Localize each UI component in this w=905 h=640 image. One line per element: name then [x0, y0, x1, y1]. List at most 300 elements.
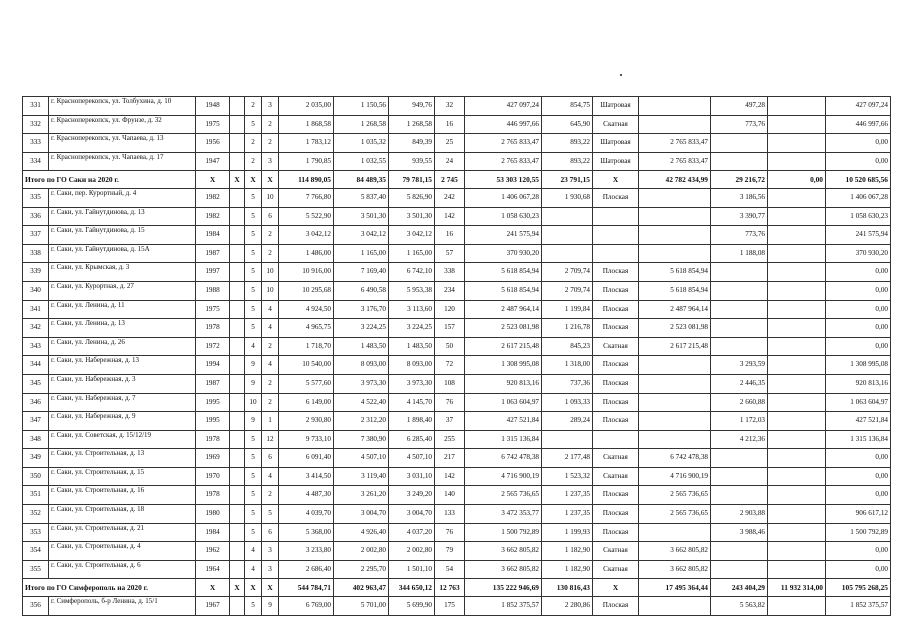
- roof-type-cell: Плоская: [593, 412, 639, 431]
- table-cell: 1 483,50: [389, 337, 435, 356]
- table-cell: 1 063 604,97: [465, 393, 542, 412]
- table-row: [23, 337, 891, 356]
- table-cell: 3 662 805,82: [639, 542, 711, 561]
- total-cell: 114 890,05: [279, 171, 334, 189]
- table-cell: 5: [245, 505, 262, 524]
- table-cell: 2 930,80: [279, 412, 334, 431]
- address-cell: г. Саки, ул. Строительная, д. 16: [49, 486, 196, 505]
- row-number: 332: [23, 115, 49, 134]
- table-cell: [230, 523, 245, 542]
- table-row: [23, 226, 891, 245]
- table-cell: [639, 97, 711, 116]
- table-cell: 1975: [196, 300, 230, 319]
- table-row: [23, 319, 891, 338]
- table-cell: 57: [435, 244, 465, 263]
- table-cell: [230, 207, 245, 226]
- table-cell: 1 237,35: [542, 486, 593, 505]
- table-cell: 1967: [196, 597, 230, 616]
- table-cell: [768, 134, 826, 153]
- table-cell: 4: [262, 467, 279, 486]
- table-cell: [711, 134, 768, 153]
- table-cell: 1984: [196, 523, 230, 542]
- table-cell: 157: [435, 319, 465, 338]
- table-cell: 1 150,56: [334, 97, 389, 116]
- table-cell: 2: [245, 97, 262, 116]
- table-cell: 1 182,90: [542, 542, 593, 561]
- table-cell: [230, 467, 245, 486]
- table-cell: 2: [262, 115, 279, 134]
- table-cell: [768, 300, 826, 319]
- housing-repair-table: [22, 96, 891, 616]
- table-cell: 3 662 805,82: [465, 560, 542, 579]
- table-cell: 427 521,84: [465, 412, 542, 431]
- table-cell: 2: [245, 152, 262, 171]
- table-cell: 3 042,12: [279, 226, 334, 245]
- table-cell: [711, 281, 768, 300]
- total-cell: 105 795 268,25: [826, 579, 891, 597]
- table-row: [23, 523, 891, 542]
- table-cell: 10: [262, 263, 279, 282]
- row-number: 340: [23, 281, 49, 300]
- table-cell: [711, 542, 768, 561]
- table-cell: 4: [245, 337, 262, 356]
- table-cell: [768, 226, 826, 245]
- table-row: [23, 281, 891, 300]
- table-cell: 5: [245, 188, 262, 207]
- roof-type-cell: Плоская: [593, 281, 639, 300]
- table-cell: 10 295,68: [279, 281, 334, 300]
- roof-type-cell: Плоская: [593, 374, 639, 393]
- table-cell: 1 483,50: [334, 337, 389, 356]
- table-cell: 2 295,70: [334, 560, 389, 579]
- table-cell: 3 224,25: [389, 319, 435, 338]
- table-cell: 1 315 136,84: [465, 430, 542, 449]
- total-cell: 2 745: [435, 171, 465, 189]
- table-row: [23, 300, 891, 319]
- address-cell: г. Саки, ул. Строительная, д. 6: [49, 560, 196, 579]
- table-cell: 4: [245, 542, 262, 561]
- table-cell: [768, 263, 826, 282]
- table-cell: 3 233,80: [279, 542, 334, 561]
- table-cell: 108: [435, 374, 465, 393]
- table-cell: [768, 505, 826, 524]
- table-cell: 1987: [196, 244, 230, 263]
- address-cell: г. Саки, ул. Строительная, д. 13: [49, 449, 196, 468]
- table-cell: 1962: [196, 542, 230, 561]
- table-cell: 1 093,33: [542, 393, 593, 412]
- address-cell: г. Саки, ул. Строительная, д. 15: [49, 467, 196, 486]
- total-cell: 544 784,71: [279, 579, 334, 597]
- table-cell: 4: [245, 560, 262, 579]
- table-cell: 4 716 900,19: [639, 467, 711, 486]
- table-cell: 0,00: [826, 281, 891, 300]
- table-cell: 1 188,08: [711, 244, 768, 263]
- table-cell: 1 268,58: [389, 115, 435, 134]
- table-row: [23, 505, 891, 524]
- table-cell: 2 617 215,48: [639, 337, 711, 356]
- row-number: 338: [23, 244, 49, 263]
- table-cell: 2 177,48: [542, 449, 593, 468]
- address-cell: г. Саки, ул. Ленина, д. 26: [49, 337, 196, 356]
- table-cell: 1988: [196, 281, 230, 300]
- table-cell: 1975: [196, 115, 230, 134]
- table-cell: [230, 226, 245, 245]
- table-cell: 0,00: [826, 486, 891, 505]
- table-cell: [230, 337, 245, 356]
- table-cell: 1 406 067,28: [826, 188, 891, 207]
- table-cell: 5: [245, 263, 262, 282]
- table-cell: 5: [245, 300, 262, 319]
- table-cell: [639, 430, 711, 449]
- table-cell: 446 997,66: [826, 115, 891, 134]
- roof-type-cell: Плоская: [593, 393, 639, 412]
- table-row: [23, 393, 891, 412]
- total-cell: 130 816,43: [542, 579, 593, 597]
- table-cell: 338: [435, 263, 465, 282]
- table-cell: 10 916,00: [279, 263, 334, 282]
- table-cell: 5 563,82: [711, 597, 768, 616]
- table-cell: 1 406 067,28: [465, 188, 542, 207]
- table-cell: 1 035,32: [334, 134, 389, 153]
- row-number: 344: [23, 356, 49, 375]
- table-cell: 1 237,35: [542, 505, 593, 524]
- address-cell: г. Саки, ул. Гайнутдинова, д. 15: [49, 226, 196, 245]
- table-cell: 2 765 833,47: [639, 134, 711, 153]
- table-row: [23, 152, 891, 171]
- table-cell: [230, 505, 245, 524]
- table-cell: 289,24: [542, 412, 593, 431]
- total-cell: 23 791,15: [542, 171, 593, 189]
- total-cell: X: [196, 579, 230, 597]
- table-cell: 5: [245, 449, 262, 468]
- table-cell: 2: [262, 393, 279, 412]
- address-cell: г. Саки, ул. Набережная, д. 9: [49, 412, 196, 431]
- table-cell: 5 618 854,94: [639, 281, 711, 300]
- table-cell: 446 997,66: [465, 115, 542, 134]
- table-cell: 3: [262, 560, 279, 579]
- table-cell: 427 097,24: [465, 97, 542, 116]
- table-cell: [639, 393, 711, 412]
- roof-type-cell: Плоская: [593, 300, 639, 319]
- table-cell: 2 487 964,14: [465, 300, 542, 319]
- table-cell: 5: [245, 115, 262, 134]
- table-cell: 1 308 995,08: [826, 356, 891, 375]
- table-cell: [768, 430, 826, 449]
- row-number: 348: [23, 430, 49, 449]
- table-cell: 854,75: [542, 97, 593, 116]
- table-cell: [768, 97, 826, 116]
- table-cell: 893,22: [542, 152, 593, 171]
- row-number: 355: [23, 560, 49, 579]
- table-cell: 370 930,20: [465, 244, 542, 263]
- table-cell: 5 368,00: [279, 523, 334, 542]
- table-cell: 5: [245, 523, 262, 542]
- table-row: [23, 263, 891, 282]
- table-cell: 1 868,58: [279, 115, 334, 134]
- row-number: 333: [23, 134, 49, 153]
- table-cell: [542, 207, 593, 226]
- total-cell: 10 520 685,56: [826, 171, 891, 189]
- table-cell: 370 930,20: [826, 244, 891, 263]
- table-cell: 3: [262, 152, 279, 171]
- table-cell: 2: [262, 374, 279, 393]
- table-cell: 3 293,59: [711, 356, 768, 375]
- table-cell: 4 507,10: [389, 449, 435, 468]
- address-cell: г. Саки, ул. Советская, д. 15/12/19: [49, 430, 196, 449]
- table-cell: 773,76: [711, 115, 768, 134]
- table-cell: 3 113,60: [389, 300, 435, 319]
- table-cell: [230, 281, 245, 300]
- table-cell: 5: [245, 226, 262, 245]
- table-cell: 5: [245, 430, 262, 449]
- table-cell: 2: [262, 244, 279, 263]
- table-cell: 2 487 964,14: [639, 300, 711, 319]
- table-cell: 1 315 136,84: [826, 430, 891, 449]
- table-cell: [230, 412, 245, 431]
- table-cell: [639, 188, 711, 207]
- table-cell: 4 145,70: [389, 393, 435, 412]
- table-cell: 5 618 854,94: [465, 281, 542, 300]
- table-cell: 1982: [196, 188, 230, 207]
- scan-speck: [620, 74, 622, 76]
- table-cell: [768, 207, 826, 226]
- table-cell: 7 380,90: [334, 430, 389, 449]
- table-cell: 1 165,00: [389, 244, 435, 263]
- table-cell: 234: [435, 281, 465, 300]
- table-cell: 3 662 805,82: [639, 560, 711, 579]
- table-cell: 3 119,40: [334, 467, 389, 486]
- table-cell: 1 930,68: [542, 188, 593, 207]
- table-cell: [230, 188, 245, 207]
- address-cell: г. Красноперекопск, ул. Фрунзе, д. 32: [49, 115, 196, 134]
- total-cell: X: [593, 579, 639, 597]
- table-cell: 2: [262, 134, 279, 153]
- table-cell: 3 261,20: [334, 486, 389, 505]
- table-cell: 427 521,84: [826, 412, 891, 431]
- total-cell: 84 489,35: [334, 171, 389, 189]
- table-cell: [768, 467, 826, 486]
- roof-type-cell: Скатная: [593, 337, 639, 356]
- table-cell: 1 199,84: [542, 300, 593, 319]
- table-cell: 3 988,46: [711, 523, 768, 542]
- address-cell: г. Саки, ул. Строительная, д. 4: [49, 542, 196, 561]
- address-cell: г. Саки, ул. Ленина, д. 11: [49, 300, 196, 319]
- table-cell: [768, 486, 826, 505]
- row-number: 341: [23, 300, 49, 319]
- row-number: 342: [23, 319, 49, 338]
- table-cell: 2 565 736,65: [639, 486, 711, 505]
- table-cell: 5: [245, 486, 262, 505]
- table-cell: 6 149,00: [279, 393, 334, 412]
- table-cell: 1997: [196, 263, 230, 282]
- table-cell: 6 742 478,38: [639, 449, 711, 468]
- table-cell: 2: [262, 486, 279, 505]
- table-cell: 773,76: [711, 226, 768, 245]
- table-cell: 140: [435, 486, 465, 505]
- table-cell: 4 924,50: [279, 300, 334, 319]
- table-cell: 120: [435, 300, 465, 319]
- table-cell: 6: [262, 523, 279, 542]
- table-cell: 76: [435, 393, 465, 412]
- table-cell: 241 575,94: [826, 226, 891, 245]
- row-number: 353: [23, 523, 49, 542]
- table-cell: [230, 542, 245, 561]
- table-cell: 1 852 375,57: [465, 597, 542, 616]
- address-cell: г. Саки, ул. Гайнутдинова, д. 13: [49, 207, 196, 226]
- table-cell: 2 280,86: [542, 597, 593, 616]
- table-cell: [768, 597, 826, 616]
- address-cell: г. Красноперекопск, ул. Чапаева, д. 17: [49, 152, 196, 171]
- row-number: 356: [23, 597, 49, 616]
- table-cell: 3 186,56: [711, 188, 768, 207]
- total-cell: X: [230, 579, 245, 597]
- roof-type-cell: Плоская: [593, 597, 639, 616]
- row-number: 347: [23, 412, 49, 431]
- total-cell: 17 495 364,44: [639, 579, 711, 597]
- roof-type-cell: Плоская: [593, 486, 639, 505]
- table-cell: [230, 97, 245, 116]
- table-cell: 497,28: [711, 97, 768, 116]
- table-cell: 4 487,30: [279, 486, 334, 505]
- table-cell: 3 390,77: [711, 207, 768, 226]
- table-cell: 2 709,74: [542, 263, 593, 282]
- table-cell: [768, 115, 826, 134]
- table-cell: 12: [262, 430, 279, 449]
- roof-type-cell: [593, 430, 639, 449]
- table-cell: [230, 115, 245, 134]
- table-cell: 2 565 736,65: [639, 505, 711, 524]
- table-cell: 1 182,90: [542, 560, 593, 579]
- table-cell: [768, 319, 826, 338]
- table-cell: 5: [245, 597, 262, 616]
- table-cell: 1 058 630,23: [465, 207, 542, 226]
- table-cell: [711, 300, 768, 319]
- table-cell: 6 742 478,38: [465, 449, 542, 468]
- table-cell: 1972: [196, 337, 230, 356]
- row-number: 352: [23, 505, 49, 524]
- row-number: 351: [23, 486, 49, 505]
- table-cell: [639, 226, 711, 245]
- total-cell: 79 781,15: [389, 171, 435, 189]
- table-cell: [542, 226, 593, 245]
- table-cell: [230, 449, 245, 468]
- table-cell: [230, 263, 245, 282]
- row-number: 345: [23, 374, 49, 393]
- table-cell: 241 575,94: [465, 226, 542, 245]
- table-row: [23, 412, 891, 431]
- table-cell: 1978: [196, 430, 230, 449]
- table-cell: 949,76: [389, 97, 435, 116]
- address-cell: г. Саки, ул. Набережная, д. 3: [49, 374, 196, 393]
- roof-type-cell: Плоская: [593, 188, 639, 207]
- address-cell: г. Симферополь, б-р Ленина, д. 15/1: [49, 597, 196, 616]
- roof-type-cell: Скатная: [593, 115, 639, 134]
- roof-type-cell: Плоская: [593, 505, 639, 524]
- table-row: [23, 597, 891, 616]
- address-cell: г. Саки, пер. Курортный, д. 4: [49, 188, 196, 207]
- table-cell: 1978: [196, 319, 230, 338]
- table-cell: 4 037,20: [389, 523, 435, 542]
- table-cell: 2: [262, 226, 279, 245]
- table-cell: 2: [262, 337, 279, 356]
- table-cell: 4: [262, 319, 279, 338]
- table-cell: 217: [435, 449, 465, 468]
- table-cell: 0,00: [826, 300, 891, 319]
- table-cell: 920 813,16: [465, 374, 542, 393]
- row-number: 354: [23, 542, 49, 561]
- table-cell: 3 004,70: [334, 505, 389, 524]
- table-cell: 3 042,12: [334, 226, 389, 245]
- table-cell: 1978: [196, 486, 230, 505]
- table-cell: [768, 412, 826, 431]
- table-cell: 1 500 792,89: [826, 523, 891, 542]
- table-cell: 6 742,10: [389, 263, 435, 282]
- table-cell: 3 973,30: [389, 374, 435, 393]
- table-cell: 5 618 854,94: [639, 263, 711, 282]
- table-cell: 72: [435, 356, 465, 375]
- table-cell: 5 826,90: [389, 188, 435, 207]
- table-cell: 1 063 604,97: [826, 393, 891, 412]
- table-cell: 1947: [196, 152, 230, 171]
- table-cell: 10: [245, 393, 262, 412]
- table-cell: 2 686,40: [279, 560, 334, 579]
- table-cell: 142: [435, 467, 465, 486]
- roof-type-cell: Скатная: [593, 467, 639, 486]
- address-cell: г. Красноперекопск, ул. Толбухина, д. 10: [49, 97, 196, 116]
- address-cell: г. Саки, ул. Курортная, д. 27: [49, 281, 196, 300]
- table-cell: 10: [262, 188, 279, 207]
- table-cell: 3 472 353,77: [465, 505, 542, 524]
- table-cell: 37: [435, 412, 465, 431]
- table-cell: 8 093,00: [389, 356, 435, 375]
- table-cell: [542, 244, 593, 263]
- table-cell: [639, 597, 711, 616]
- table-cell: 1 523,32: [542, 467, 593, 486]
- total-cell: 243 404,29: [711, 579, 768, 597]
- table-cell: 16: [435, 115, 465, 134]
- row-number: 336: [23, 207, 49, 226]
- table-cell: 9: [245, 356, 262, 375]
- total-cell: 12 763: [435, 579, 465, 597]
- table-cell: 3 004,70: [389, 505, 435, 524]
- roof-type-cell: Плоская: [593, 356, 639, 375]
- row-number: 334: [23, 152, 49, 171]
- table-row: [23, 449, 891, 468]
- table-cell: 3 224,25: [334, 319, 389, 338]
- table-cell: 4 926,40: [334, 523, 389, 542]
- table-cell: 9: [245, 374, 262, 393]
- row-number: 331: [23, 97, 49, 116]
- table-cell: [768, 374, 826, 393]
- address-cell: г. Саки, ул. Строительная, д. 21: [49, 523, 196, 542]
- table-cell: [230, 393, 245, 412]
- table-cell: 1 486,00: [279, 244, 334, 263]
- table-row: [23, 134, 891, 153]
- table-cell: 6 091,40: [279, 449, 334, 468]
- table-cell: [768, 393, 826, 412]
- table-cell: 1 058 630,23: [826, 207, 891, 226]
- table-cell: 3 031,10: [389, 467, 435, 486]
- table-cell: 6 769,00: [279, 597, 334, 616]
- table-cell: [768, 542, 826, 561]
- table-cell: 3 249,20: [389, 486, 435, 505]
- table-row: [23, 207, 891, 226]
- table-cell: 3 414,50: [279, 467, 334, 486]
- table-cell: [639, 244, 711, 263]
- table-row: [23, 486, 891, 505]
- table-cell: 1 852 375,57: [826, 597, 891, 616]
- address-cell: г. Саки, ул. Гайнутдинова, д. 15А: [49, 244, 196, 263]
